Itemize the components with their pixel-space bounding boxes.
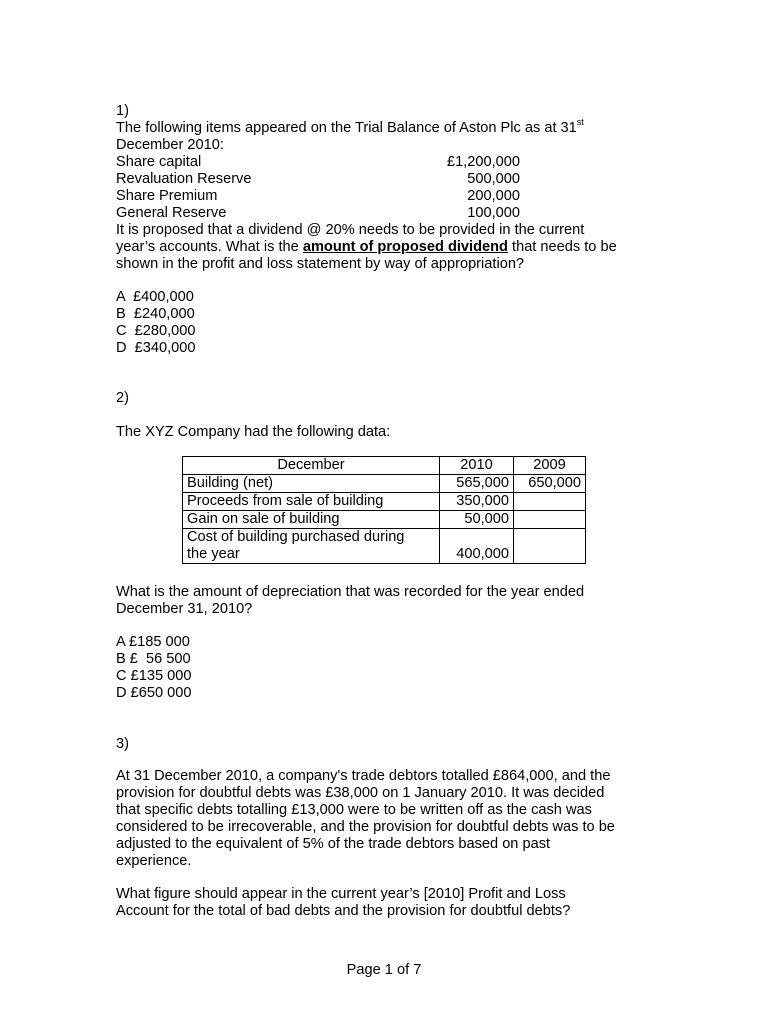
- table-row: [183, 511, 586, 529]
- answer-option: C £280,000: [116, 323, 196, 339]
- table-header: 2009: [514, 457, 586, 475]
- table-cell: 650,000: [514, 475, 586, 493]
- answer-option: D £340,000: [116, 340, 196, 356]
- answer-option: D £650 000: [116, 685, 192, 701]
- question-text-2: What is the amount of depreciation that was recorded for the year ended December 31, 2010?: [116, 584, 585, 617]
- table-row: [183, 493, 586, 511]
- answer-options-1: [116, 289, 196, 357]
- emphasis-text: amount of proposed dividend: [302, 239, 508, 255]
- question-paragraph: At 31 December 2010, a company's trade debtors totalled £864,000, and the provision for doubtful debts was £38,000 on 1 January 2010. It was decided that specific debts totalling £13,000 were to be written off as the cash was considered to be irrecoverable, and the provision for doubtful debts was to be adjusted to the equivalent of 5% of the trade debtors based on past experience.: [116, 768, 615, 869]
- data-table: [182, 456, 586, 564]
- table-cell: [514, 493, 586, 511]
- table-cell: 400,000: [440, 529, 514, 564]
- question-intro: The following items appeared on the Trial Balance of Aston Plc as at 31st: [116, 117, 584, 136]
- question-number: 2): [116, 390, 129, 406]
- table-row: [183, 529, 586, 564]
- question-number: 1): [116, 103, 129, 119]
- question-text: year’s accounts. What is the amount of proposed dividend that needs to be: [116, 239, 617, 255]
- question-1: [116, 103, 617, 273]
- question-intro: The XYZ Company had the following data:: [116, 424, 391, 440]
- question-intro-cont: December 2010:: [116, 137, 224, 153]
- answer-option: C £135 000: [116, 668, 192, 684]
- balance-item: Revaluation Reserve 500,000: [116, 171, 520, 187]
- table-cell: 565,000: [440, 475, 514, 493]
- table-cell: [514, 529, 586, 564]
- table-header-row: [183, 457, 586, 475]
- table-cell: Cost of building purchased during the year: [183, 529, 440, 564]
- balance-item: Share Premium 200,000: [116, 188, 520, 204]
- answer-options-2: [116, 634, 191, 702]
- answer-option: B £ 56 500: [116, 651, 191, 667]
- table-header: December: [183, 457, 440, 475]
- table-cell: Gain on sale of building: [183, 511, 440, 529]
- table-cell: 50,000: [440, 511, 514, 529]
- answer-option: B £240,000: [116, 306, 195, 322]
- table-cell: Proceeds from sale of building: [183, 493, 440, 511]
- question-text: It is proposed that a dividend @ 20% needs to be provided in the current: [116, 222, 585, 238]
- table-header: 2010: [440, 457, 514, 475]
- table-cell: 350,000: [440, 493, 514, 511]
- balance-item: General Reserve 100,000: [116, 205, 520, 221]
- question-text: shown in the profit and loss statement by way of appropriation?: [116, 256, 525, 272]
- page-number: Page 1 of 7: [346, 962, 422, 978]
- table-cell: Building (net): [183, 475, 440, 493]
- answer-option: A £400,000: [116, 289, 194, 305]
- question-text-3: What figure should appear in the current year’s [2010] Profit and Loss Account for the total of bad debts and the provision for doubtful debts?: [116, 886, 571, 919]
- table-cell: [514, 511, 586, 529]
- table-row: [183, 475, 586, 493]
- answer-option: A £185 000: [116, 634, 190, 650]
- balance-item: Share capital £1,200,000: [116, 154, 520, 170]
- question-number: 3): [116, 736, 129, 752]
